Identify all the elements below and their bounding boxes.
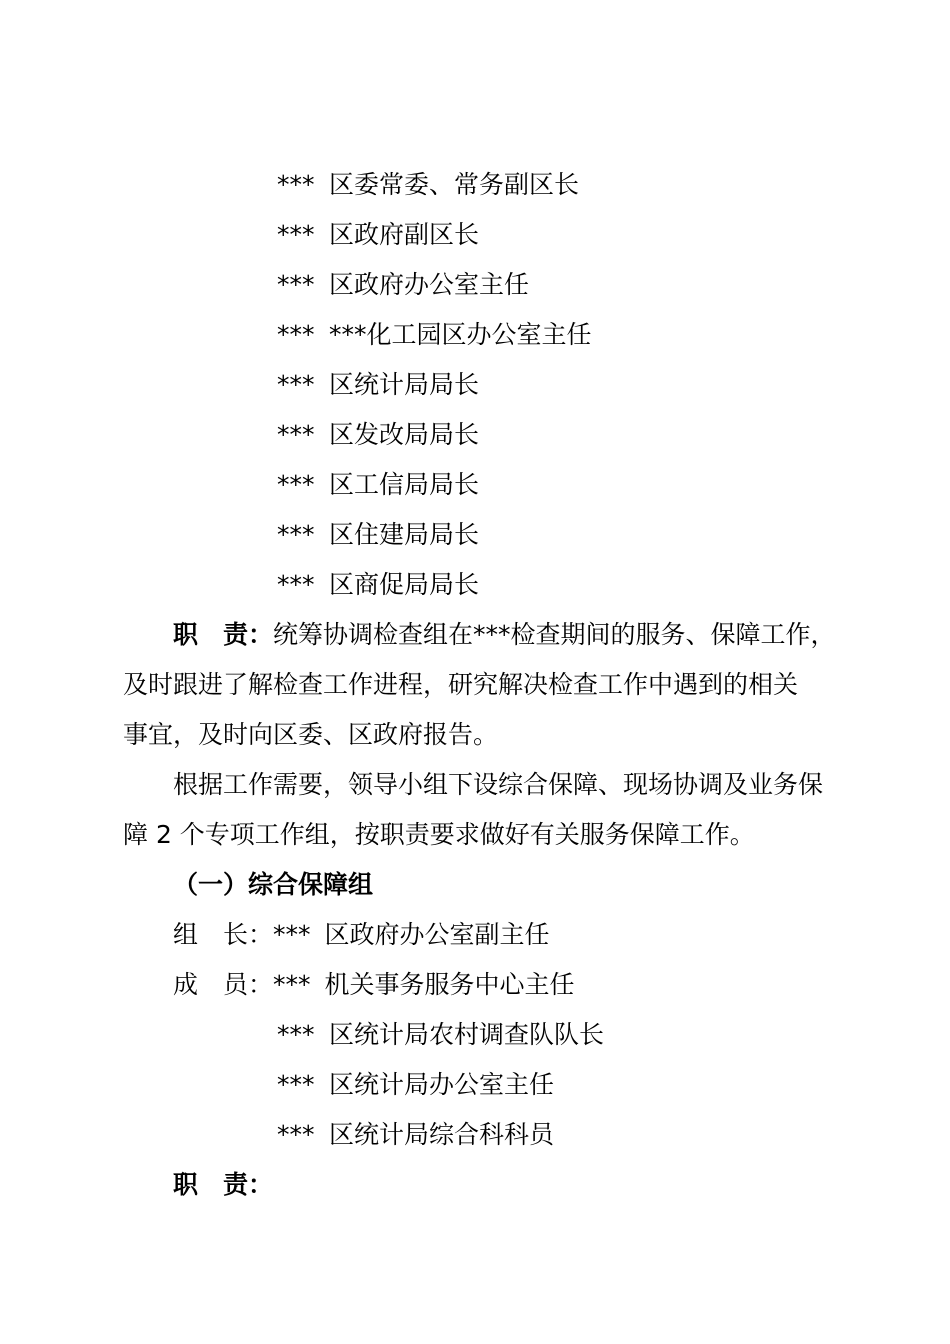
member-name: ***: [277, 1120, 315, 1149]
structure-line-2: 障 2 个专项工作组，按职责要求做好有关服务保障工作。: [123, 820, 755, 849]
group-member-line: [277, 1120, 554, 1150]
duty-label: 职 责：: [173, 620, 274, 649]
member-line: [277, 570, 479, 600]
member-name: ***: [277, 470, 315, 499]
member-name: ***: [277, 270, 315, 299]
member-title: 区统计局综合科科员: [329, 1120, 555, 1149]
member-title: 区商促局局长: [329, 570, 480, 599]
member-name: ***: [277, 1070, 315, 1099]
member-title: 区政府办公室主任: [329, 270, 530, 299]
member-line: [277, 320, 592, 350]
leader-label: 组 长：: [173, 920, 274, 949]
member-title: 区统计局办公室主任: [329, 1070, 555, 1099]
duty-line-3: 事宜，及时向区委、区政府报告。: [123, 720, 499, 749]
member-name: ***: [277, 220, 315, 249]
member-title: 机关事务服务中心主任: [324, 970, 575, 999]
group-member-line: [277, 1070, 554, 1100]
structure-line-1: 根据工作需要，领导小组下设综合保障、现场协调及业务保: [173, 770, 824, 799]
member-line: [277, 370, 479, 400]
group-member-line: [173, 970, 575, 1000]
member-label: 成 员：: [173, 970, 274, 999]
member-name: ***: [277, 170, 315, 199]
member-title: 区委常委、常务副区长: [329, 170, 580, 199]
member-title: 区统计局农村调查队队长: [329, 1020, 605, 1049]
member-title: 区住建局局长: [329, 520, 480, 549]
member-title: 区工信局局长: [329, 470, 480, 499]
member-line: [277, 270, 529, 300]
member-line: [277, 470, 479, 500]
member-name: ***: [277, 420, 315, 449]
group-member-line: [277, 1020, 604, 1050]
duty-text: 统筹协调检查组在***检查期间的服务、保障工作，: [273, 620, 836, 649]
leader-name: ***: [273, 920, 311, 949]
section-heading: （一）综合保障组: [173, 870, 374, 899]
member-name: ***: [277, 320, 315, 349]
group-leader-line: [173, 920, 550, 950]
member-line: [277, 420, 479, 450]
member-name: ***: [277, 570, 315, 599]
member-line: [277, 170, 579, 200]
member-name: ***: [277, 520, 315, 549]
leader-title: 区政府办公室副主任: [324, 920, 550, 949]
member-title: 区政府副区长: [329, 220, 480, 249]
duty-line-2: 及时跟进了解检查工作进程，研究解决检查工作中遇到的相关: [123, 670, 799, 699]
member-name: ***: [277, 370, 315, 399]
group-duty-label: 职 责：: [173, 1170, 274, 1199]
member-line: [277, 220, 479, 250]
member-line: [277, 520, 479, 550]
member-name: ***: [273, 970, 311, 999]
duty-line-1: [173, 620, 836, 650]
member-title: ***化工园区办公室主任: [329, 320, 592, 349]
member-title: 区发改局局长: [329, 420, 480, 449]
member-name: ***: [277, 1020, 315, 1049]
member-title: 区统计局局长: [329, 370, 480, 399]
